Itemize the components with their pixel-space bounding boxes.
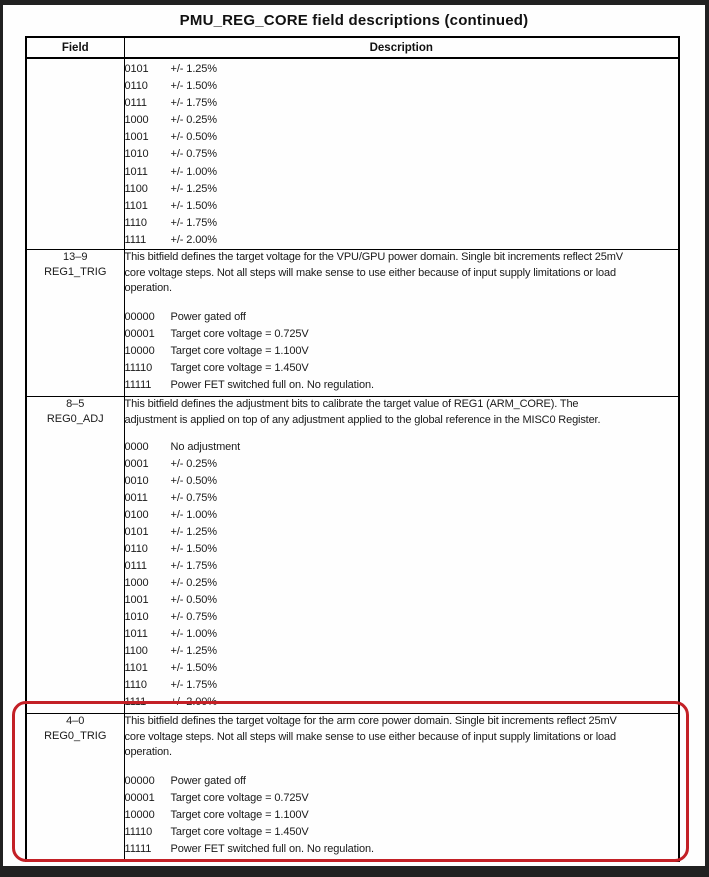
bit-value-item [125, 112, 679, 129]
bit-code: 10000 [124, 344, 155, 357]
bit-meaning: +/- 0.75% [170, 611, 217, 624]
document-page [3, 5, 705, 866]
description-cell [124, 714, 679, 861]
bit-code: 0011 [124, 492, 148, 505]
bit-code: 0111 [124, 97, 147, 110]
bit-value-item [125, 164, 679, 181]
bit-code: 00001 [124, 791, 155, 804]
bit-meaning: +/- 1.50% [170, 80, 217, 93]
bit-meaning: +/- 1.50% [170, 199, 217, 212]
bit-code: 1100 [124, 645, 148, 658]
bit-meaning: +/- 1.75% [170, 97, 217, 110]
field-cell [26, 397, 124, 714]
bit-meaning: +/- 1.50% [170, 662, 217, 675]
bit-meaning: +/- 1.25% [170, 526, 217, 539]
bit-code: 1101 [124, 199, 148, 212]
bit-code: 0101 [124, 526, 149, 539]
bit-value-item [125, 456, 679, 473]
bit-meaning: +/- 0.50% [170, 475, 217, 488]
bit-code: 0000 [124, 441, 149, 454]
bit-code: 0010 [124, 475, 149, 488]
bit-meaning: +/- 1.50% [170, 543, 217, 556]
bit-value-item [125, 773, 679, 790]
bit-meaning: +/- 2.00% [170, 233, 217, 246]
paragraph-line: operation. [124, 282, 172, 295]
bit-code: 1111 [124, 696, 147, 709]
bit-value-list [125, 439, 679, 711]
field-label-line: 13–9 [63, 251, 88, 264]
page-title: PMU_REG_CORE field descriptions (continued) [179, 12, 529, 29]
bit-value-item [125, 807, 679, 824]
bit-value-item [125, 439, 679, 456]
bit-meaning: +/- 1.75% [170, 679, 217, 692]
bit-code: 1000 [124, 577, 149, 590]
bit-meaning: +/- 1.25% [170, 182, 217, 195]
bit-value-item [125, 198, 679, 215]
bit-code: 1001 [124, 131, 149, 144]
field-label-line: REG0_ADJ [46, 413, 104, 426]
bit-code: 1000 [124, 114, 149, 127]
bit-code: 11110 [124, 825, 153, 838]
bit-meaning: Target core voltage = 1.100V [170, 808, 309, 821]
bit-code: 0110 [124, 543, 148, 556]
bit-meaning: +/- 0.75% [170, 492, 217, 505]
bit-value-item [125, 541, 679, 558]
bit-value-item [125, 626, 679, 643]
table-row [26, 250, 679, 397]
table-row [26, 397, 679, 714]
bit-meaning: Power gated off [170, 774, 246, 787]
bit-meaning: Target core voltage = 1.450V [170, 825, 309, 838]
bit-meaning: +/- 0.50% [170, 594, 217, 607]
bit-value-list [125, 61, 679, 249]
bit-value-item [125, 592, 679, 609]
field-label-line: 4–0 [66, 715, 85, 728]
description-cell [124, 397, 679, 714]
description-paragraph [125, 397, 679, 428]
bit-value-item [125, 360, 679, 377]
bit-meaning: +/- 0.25% [170, 458, 217, 471]
bit-code: 11110 [124, 361, 153, 374]
paragraph-line: This bitfield defines the adjustment bits to calibrate the target value of REG1 (ARM_CORE). The [124, 398, 579, 411]
bit-value-item [125, 694, 679, 711]
bit-value-item [125, 790, 679, 807]
bit-value-item [125, 309, 679, 326]
bit-meaning: Power FET switched full on. No regulation. [170, 842, 374, 855]
bit-meaning: +/- 1.25% [170, 63, 217, 75]
bit-code: 1101 [124, 662, 148, 675]
bit-value-item [125, 643, 679, 660]
bit-meaning: Target core voltage = 1.100V [170, 344, 309, 357]
bit-meaning: Power FET switched full on. No regulation. [170, 378, 374, 391]
bit-meaning: +/- 0.25% [170, 577, 217, 590]
bit-value-item [125, 824, 679, 841]
bit-value-list [125, 773, 679, 858]
description-cell [124, 250, 679, 397]
bit-value-item [125, 61, 679, 78]
bit-meaning: +/- 2.00% [170, 696, 217, 709]
paragraph-line: core voltage steps. Not all steps will make sense to use either because of input supply limitations or load [124, 730, 616, 743]
bit-code: 0001 [124, 458, 149, 471]
bit-value-item [125, 841, 679, 858]
bit-value-item [125, 181, 679, 198]
paragraph-line: adjustment is applied on top of any adjustment applied to the global reference in the MISC0 Register. [124, 413, 601, 426]
bit-code: 1010 [124, 148, 149, 161]
bit-meaning: +/- 1.00% [170, 628, 217, 641]
bit-meaning: +/- 1.25% [170, 645, 217, 658]
bit-value-item [125, 95, 679, 112]
bit-code: 0100 [124, 509, 149, 522]
bit-value-list [125, 309, 679, 394]
bit-meaning: +/- 0.50% [170, 131, 217, 144]
bit-value-item [125, 215, 679, 232]
bit-code: 11111 [124, 378, 152, 391]
bit-code: 1001 [124, 594, 149, 607]
bit-value-item [125, 232, 679, 249]
paragraph-line: operation. [124, 746, 172, 759]
bit-code: 1110 [124, 216, 147, 229]
bit-code: 1100 [124, 182, 148, 195]
field-label-line: REG0_TRIG [44, 730, 107, 743]
bit-value-item [125, 660, 679, 677]
bit-value-item [125, 558, 679, 575]
bit-value-item [125, 78, 679, 95]
bit-code: 1011 [124, 628, 148, 641]
bit-meaning: +/- 0.75% [170, 148, 217, 161]
bit-value-item [125, 377, 679, 394]
bit-meaning: Target core voltage = 0.725V [170, 327, 309, 340]
table-row [26, 714, 679, 861]
bit-value-item [125, 575, 679, 592]
bit-value-item [125, 326, 679, 343]
bit-meaning: Target core voltage = 1.450V [170, 361, 309, 374]
bit-code: 0101 [124, 63, 149, 75]
paragraph-line: core voltage steps. Not all steps will make sense to use either because of input supply limitations or load [124, 266, 616, 279]
bit-meaning: +/- 1.75% [170, 560, 217, 573]
table-row [26, 58, 679, 250]
bit-code: 1011 [124, 165, 148, 178]
bit-meaning: Power gated off [170, 310, 246, 323]
bit-code: 1010 [124, 611, 149, 624]
bit-meaning: +/- 1.00% [170, 165, 217, 178]
field-label-line: 8–5 [66, 398, 85, 411]
field-descriptions-table [25, 36, 680, 862]
bit-code: 1110 [124, 679, 147, 692]
bit-code: 00000 [124, 774, 155, 787]
field-label-line: REG1_TRIG [44, 266, 107, 279]
paragraph-line: This bitfield defines the target voltage for the VPU/GPU power domain. Single bit increments reflect 25mV [124, 251, 623, 264]
bit-value-item [125, 524, 679, 541]
bit-value-item [125, 129, 679, 146]
bit-code: 00000 [124, 310, 155, 323]
bit-value-item [125, 146, 679, 163]
paragraph-line: This bitfield defines the target voltage for the arm core power domain. Single bit increments reflect 25mV [124, 715, 617, 728]
description-paragraph [125, 250, 679, 297]
bit-meaning: No adjustment [170, 441, 241, 454]
bit-code: 10000 [124, 808, 155, 821]
bit-code: 0111 [124, 560, 147, 573]
table-header-row [26, 37, 679, 58]
bit-value-item [125, 609, 679, 626]
description-paragraph [125, 714, 679, 761]
bit-meaning: +/- 0.25% [170, 114, 217, 127]
bit-code: 11111 [124, 842, 152, 855]
bit-value-item [125, 473, 679, 490]
field-table-body [26, 58, 679, 861]
bit-meaning: +/- 1.00% [170, 509, 217, 522]
field-cell [26, 714, 124, 861]
bit-value-item [125, 507, 679, 524]
bit-value-item [125, 343, 679, 360]
column-header-description: Description [124, 37, 679, 58]
bit-value-item [125, 677, 679, 694]
bit-meaning: +/- 1.75% [170, 216, 217, 229]
bit-code: 1111 [124, 233, 147, 246]
bit-value-item [125, 490, 679, 507]
column-header-field: Field [26, 37, 124, 58]
bit-code: 0110 [124, 80, 148, 93]
field-cell [26, 58, 124, 250]
bit-meaning: Target core voltage = 0.725V [170, 791, 309, 804]
description-cell [124, 58, 679, 250]
field-cell [26, 250, 124, 397]
bit-code: 00001 [124, 327, 155, 340]
